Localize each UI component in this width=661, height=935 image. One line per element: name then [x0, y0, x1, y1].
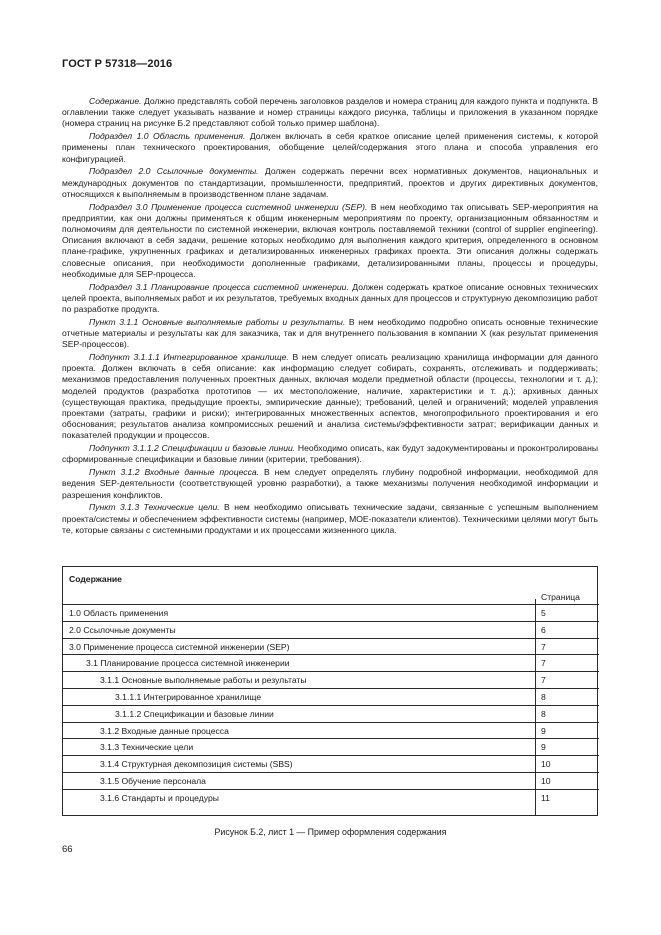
paragraph-lead: Подраздел 1.0 Область применения. — [89, 131, 246, 142]
toc-row — [63, 705, 599, 722]
toc-page-number: 10 — [541, 775, 551, 786]
toc-row — [63, 654, 599, 671]
toc-page-number: 7 — [541, 658, 546, 669]
toc-row — [63, 772, 599, 789]
paragraph-lead: Содержание. — [89, 96, 142, 106]
document-header: ГОСТ Р 57318—2016 — [62, 58, 173, 70]
paragraph-technical-goals — [62, 502, 598, 536]
paragraph-planning — [62, 282, 598, 316]
toc-entry: 3.1.1.2 Спецификации и базовые линии — [115, 708, 274, 719]
paragraph-repository — [62, 352, 598, 442]
page-number: 66 — [62, 844, 73, 855]
paragraph-lead: Пункт 3.1.2 Входные данные процесса. — [89, 467, 260, 478]
toc-entry: 3.1 Планирование процесса системной инженерии — [86, 658, 290, 669]
toc-row — [63, 755, 599, 772]
paragraph-deliverables — [62, 317, 598, 351]
toc-title: Содержание — [69, 574, 122, 584]
paragraph-text: Должен содержать перечни всех нормативных документов, национальных и международных документов по стандартизации, промышленности, предприятий, проектов и других директивных документов, относящихся к выполняемым в производственном плане задачам. — [62, 166, 598, 199]
paragraph-text: В нем следует определять глубину подробной информации, необходимой для ведения SEP-деятельности (соответствующей уровню разработки), а также механизмы получения необходимой информации и разрешения конфликтов. — [62, 467, 598, 500]
paragraph-lead: Подпункт 3.1.1.1 Интегрированное хранилище. — [89, 352, 289, 363]
paragraph-text: В нем следует описать реализацию хранилища информации для данного проекта. Должен включать в себя описание: как информацию следует собирать, сохранять, отслеживать и поддерживать; механизмов предоставления полученных проектных данных, включая модели предметной области (процессы, технологии и т. д.); моделей продуктов (разработка прототипов — их местоположение, наличие, характеристики и т. д.); архивных данных (существующая практика, предыдущие проекты, эмпирические данные); требований, целей и ограничений; моделей управления проектами (затраты, графики и риски); интегрированных множественных аспектов, многопрофильного проектирования и его обоснования; результатов анализа компромиссных решений и анализа системы/эффективности затрат; верификации данных и показателей продукции и процессов. — [62, 352, 598, 441]
toc-page-number: 8 — [541, 691, 546, 702]
toc-row — [63, 638, 599, 655]
paragraph-text: Должен содержать краткое описание основных технических целей проекта, выполняемых работ и их результатов, требуемых входных данных для процессов и структурную декомпозицию работ по разработке продукта. — [62, 281, 598, 315]
paragraph-lead: Подраздел 2.0 Ссылочные документы. — [89, 166, 259, 177]
paragraph-references — [62, 166, 598, 200]
toc-page-number: 6 — [541, 624, 546, 635]
paragraph-sep — [62, 202, 598, 280]
paragraph-scope — [62, 131, 598, 165]
paragraph-text: Необходимо описать, как будут задокументированы и проконтролированы сформированные спецификации и базовые линии (критерии, требования). — [62, 443, 598, 465]
paragraph-lead: Подпункт 3.1.1.2 Спецификации и базовые линии. — [89, 443, 296, 454]
toc-entry: 3.1.1.1 Интегрированное хранилище — [115, 691, 262, 702]
toc-page-number: 5 — [541, 608, 546, 618]
paragraph-text: В нем необходимо подробно описать основные технические отчетные материалы и результаты как для заказчика, так и для внутреннего пользования в компании X (как результат применения SEP-процессов). — [62, 316, 598, 350]
toc-entry: 3.1.5 Обучение персонала — [100, 775, 206, 786]
toc-entry: 3.1.2 Входные данные процесса — [100, 725, 229, 736]
toc-page-number: 11 — [541, 792, 550, 803]
toc-entry: 3.0 Применение процесса системной инженерии (SEP) — [69, 641, 290, 652]
toc-page-number: 9 — [541, 725, 546, 736]
paragraph-specifications — [62, 443, 598, 465]
toc-row — [63, 621, 599, 638]
paragraph-lead: Пункт 3.1.3 Технические цели. — [89, 502, 220, 513]
toc-row — [63, 671, 599, 688]
toc-entry: 1.0 Область применения — [69, 608, 169, 618]
toc-page-number: 10 — [541, 759, 551, 770]
toc-page-number: 7 — [541, 641, 546, 652]
toc-row — [63, 789, 599, 806]
toc-page-number: 8 — [541, 708, 546, 719]
toc-entry: 2.0 Ссылочные документы — [69, 624, 176, 635]
paragraph-contents — [62, 96, 598, 130]
figure-caption: Рисунок Б.2, лист 1 — Пример оформления содержания — [214, 827, 447, 837]
toc-entry: 3.1.3 Технические цели — [100, 742, 194, 753]
paragraph-text: Должен включать в себя краткое описание целей применения системы, к которой применены план технического проектирования, обобщение целей/содержания этого плана и способа управления его конфигурацией. — [62, 131, 598, 164]
toc-entry: 3.1.6 Стандарты и процедуры — [100, 792, 219, 803]
toc-page-number: 7 — [541, 675, 546, 686]
toc-entry: 3.1.1 Основные выполняемые работы и результаты — [100, 675, 307, 686]
toc-row — [63, 738, 599, 755]
paragraph-text: В нем необходимо описывать технические задачи, связанные с успешным выполнением проекта/системы и обеспечением эффективности системы (например, MOE-показатели клиентов). Техническими целями могут быть те, которые связаны с системными продуктами и их процессами жизненного цикла. — [62, 502, 598, 535]
paragraph-lead: Подраздел 3.0 Применение процесса системной инженерии (SEP). — [89, 201, 368, 212]
paragraph-lead: Подраздел 3.1 Планирование процесса системной инженерии. — [89, 281, 349, 292]
toc-entry: 3.1.4 Структурная декомпозиция системы (SBS) — [100, 759, 293, 770]
body-text — [62, 96, 598, 538]
toc-row — [63, 604, 599, 621]
toc-row — [63, 688, 599, 705]
toc-page-header: Страница — [541, 592, 580, 602]
toc-rows — [63, 604, 599, 806]
table-of-contents — [62, 566, 598, 816]
paragraph-text: В нем необходимо так описывать SEP-мероприятия на предприятии, как они должны применяться к общим инженерным мероприятиям по проекту, организационным обязанностям и полномочиям для деятельности по системной инженерии, включая контроль поставляемой техники (control of supplier engineering). Описания включают в себя задачи, решение которых необходимо для выполнения каждого критерия, определенного в основном плане-графике, укрупненных графиках и детализированных инженерных графиках проекта. Эти описания должны содержать словесные описания, при необходимости дополненные графиками, детализированными планы, процессы и процедуры, необходимые для SEP-процесса. — [62, 201, 598, 279]
toc-page-number: 9 — [541, 742, 546, 753]
toc-row — [63, 722, 599, 739]
paragraph-inputs — [62, 467, 598, 501]
paragraph-text: Должно представлять собой перечень заголовков разделов и номера страниц для каждого пункта и подпункта. В оглавлении также следует указывать название и номер страницы каждого рисунка, таблицы и приложения в указанном порядке (номера страниц на рисунке Б.2 представляют собой только пример шаблона). — [62, 96, 598, 129]
paragraph-lead: Пункт 3.1.1 Основные выполняемые работы и результаты. — [89, 316, 346, 327]
